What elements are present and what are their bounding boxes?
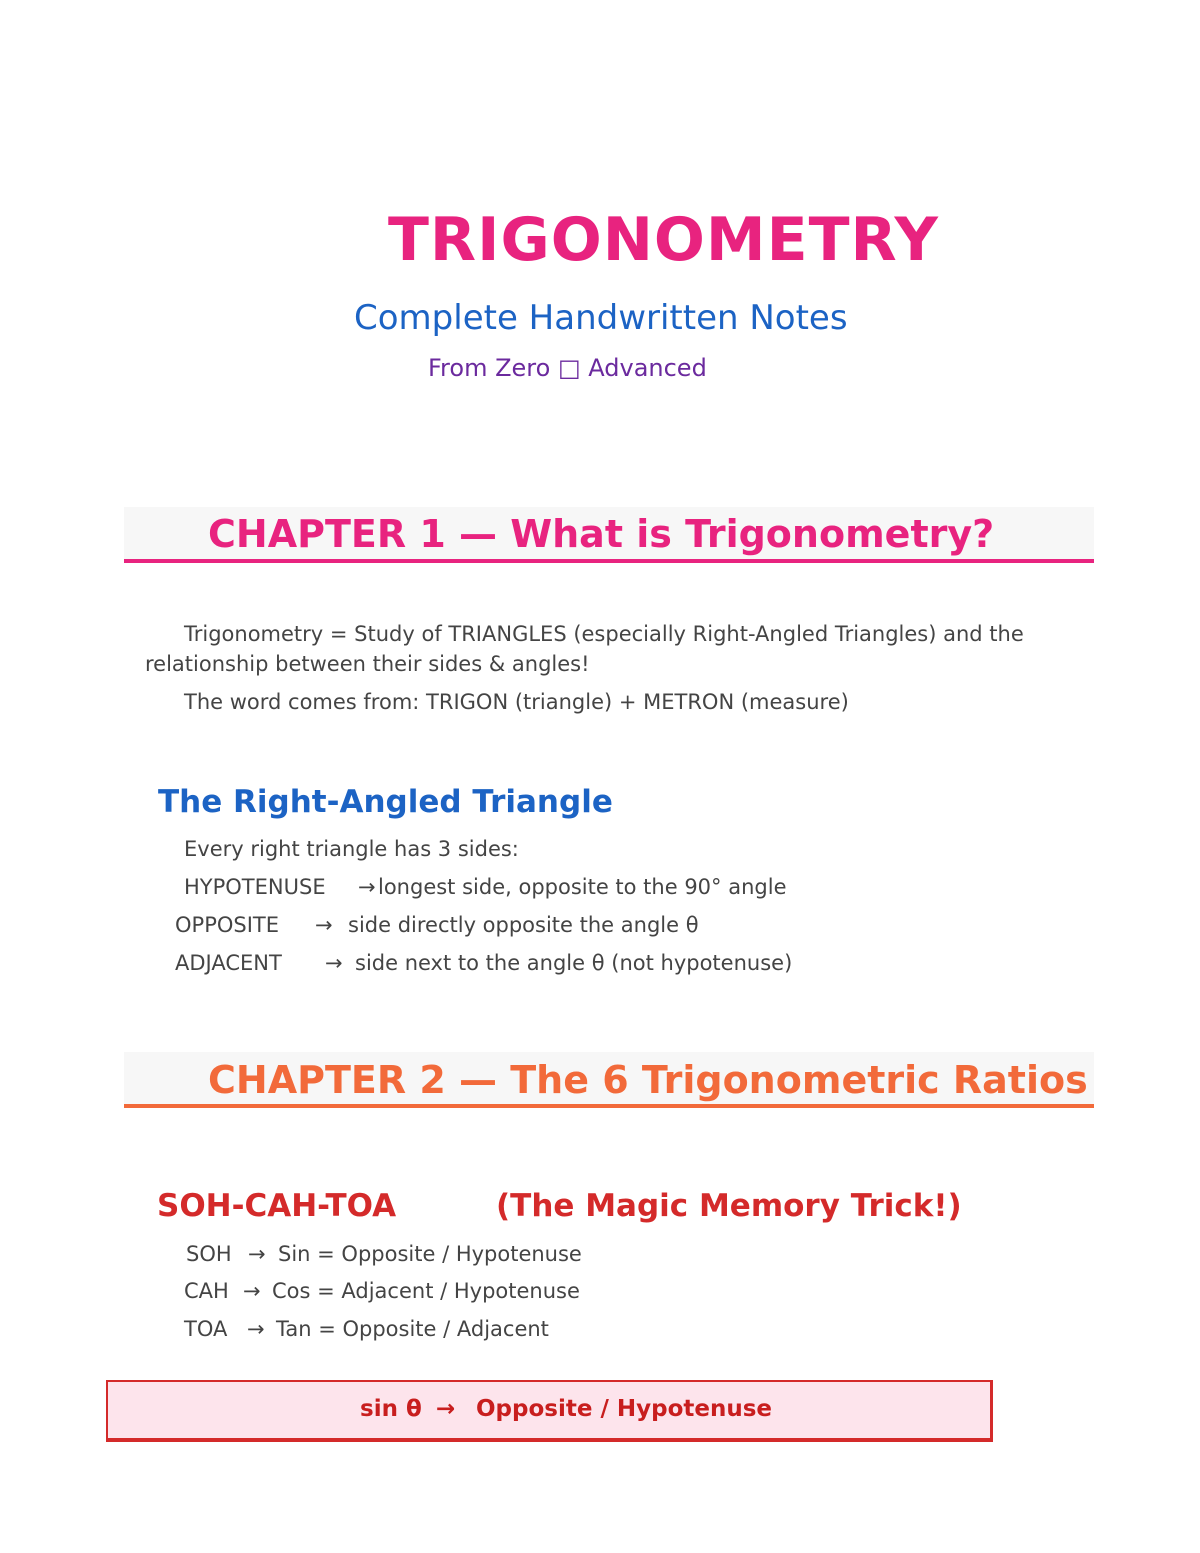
mnemonic-formula-tan: Tan = Opposite / Adjacent — [276, 1317, 549, 1341]
page-title: TRIGONOMETRY — [388, 205, 939, 275]
mnemonic-key-toa: TOA — [184, 1317, 228, 1341]
arrow-icon: → — [247, 1317, 265, 1341]
ch1-paragraph-1-line-1: Trigonometry = Study of TRIANGLES (especially Right-Angled Triangles) and the — [184, 622, 1024, 646]
side-desc-adjacent: side next to the angle θ (not hypotenuse) — [355, 951, 793, 975]
chapter-2-title: CHAPTER 2 — The 6 Trigonometric Ratios — [208, 1058, 1088, 1102]
side-term-adjacent: ADJACENT — [175, 951, 282, 975]
arrow-icon: → — [315, 913, 333, 937]
chapter-1-title: CHAPTER 1 — What is Trigonometry? — [208, 512, 995, 556]
soh-cah-toa-subheading: (The Magic Memory Trick!) — [496, 1188, 962, 1224]
chapter-2-underline — [124, 1104, 1094, 1108]
arrow-icon: → — [325, 951, 343, 975]
page-tagline: From Zero □ Advanced — [428, 354, 707, 382]
mnemonic-formula-sin: Sin = Opposite / Hypotenuse — [278, 1242, 582, 1266]
side-term-hypotenuse: HYPOTENUSE — [184, 875, 326, 899]
mnemonic-formula-cos: Cos = Adjacent / Hypotenuse — [272, 1279, 580, 1303]
right-triangle-heading: The Right-Angled Triangle — [158, 784, 613, 820]
chapter-1-underline — [124, 559, 1094, 563]
arrow-icon: → — [358, 875, 376, 899]
ch1-paragraph-2: The word comes from: TRIGON (triangle) + METRON (measure) — [184, 690, 849, 714]
mnemonic-key-soh: SOH — [186, 1242, 232, 1266]
ch1-paragraph-1-line-2: relationship between their sides & angles! — [145, 652, 590, 676]
mnemonic-key-cah: CAH — [184, 1279, 229, 1303]
formula-lhs: sin θ — [360, 1396, 422, 1422]
side-desc-opposite: side directly opposite the angle θ — [348, 913, 699, 937]
right-triangle-intro: Every right triangle has 3 sides: — [184, 837, 519, 861]
side-term-opposite: OPPOSITE — [175, 913, 280, 937]
page-subtitle: Complete Handwritten Notes — [354, 298, 848, 338]
soh-cah-toa-heading: SOH-CAH-TOA — [157, 1188, 397, 1224]
side-desc-hypotenuse: longest side, opposite to the 90° angle — [378, 875, 787, 899]
arrow-icon: → — [436, 1396, 456, 1422]
arrow-icon: → — [248, 1242, 266, 1266]
arrow-icon: → — [243, 1279, 261, 1303]
formula-rhs: Opposite / Hypotenuse — [476, 1396, 773, 1422]
